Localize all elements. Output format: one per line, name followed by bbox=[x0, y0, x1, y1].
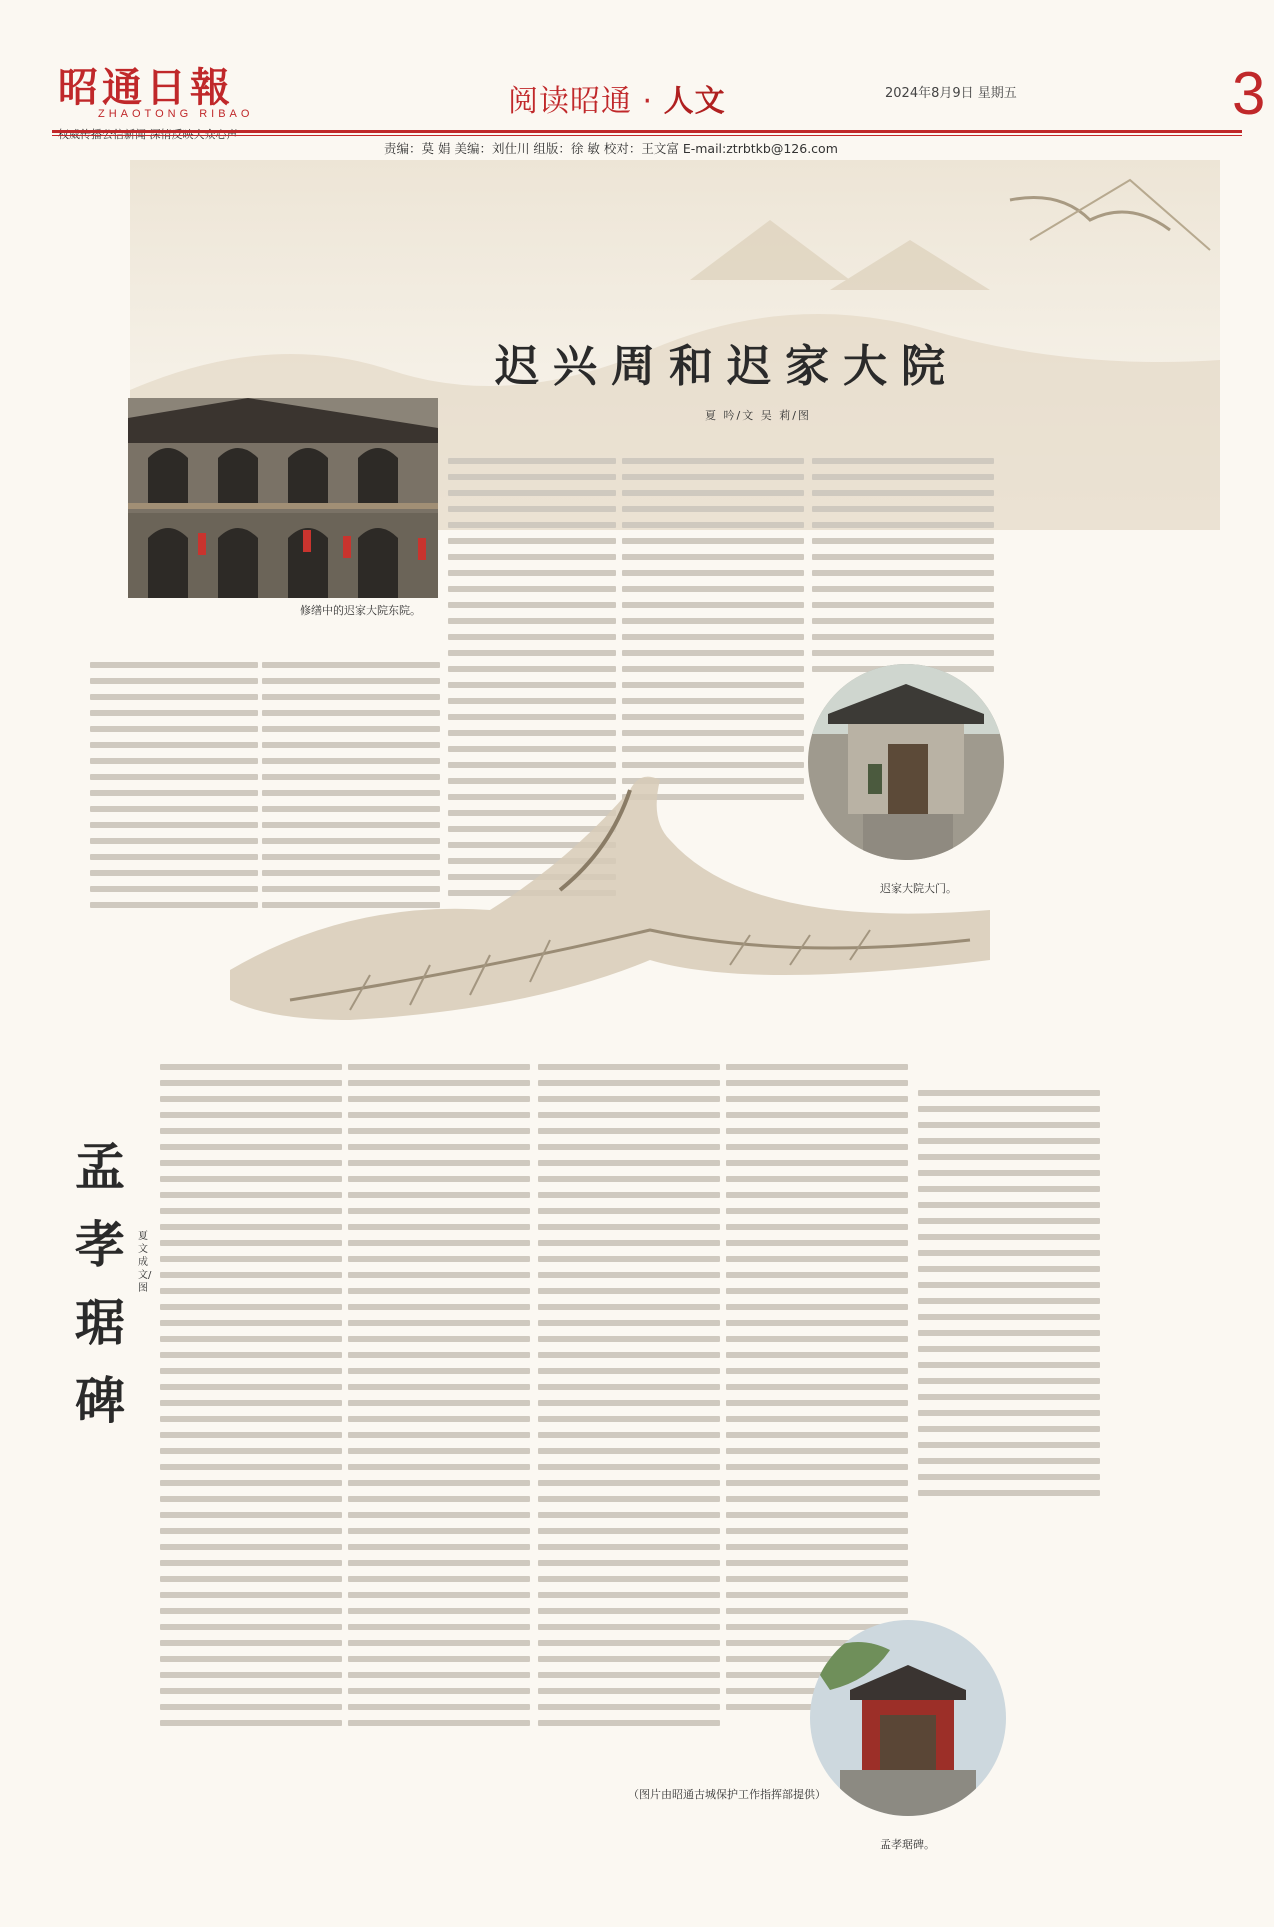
article-title-chi-xingzhou: 迟兴周和迟家大院 bbox=[495, 341, 959, 392]
courtyard-photo-image bbox=[128, 398, 438, 598]
photo-credit: （图片由昭通古城保护工作指挥部提供） bbox=[628, 1788, 826, 1801]
newspaper-logo-pinyin: ZHAOTONG RIBAO bbox=[98, 108, 254, 120]
article2-column-2 bbox=[348, 1064, 530, 1736]
article1-column-4 bbox=[622, 458, 804, 810]
section-prefix: 阅读昭通 · bbox=[508, 84, 664, 119]
photo-caption-gate: 迟家大院大门。 bbox=[880, 882, 957, 895]
photo-caption-courtyard: 修缮中的迟家大院东院。 bbox=[300, 604, 421, 617]
newspaper-logo: 昭通日報 bbox=[58, 64, 234, 111]
photo-caption-stele: 孟孝琚碑。 bbox=[880, 1838, 935, 1851]
article2-column-3 bbox=[538, 1064, 720, 1736]
section-name: 人文 bbox=[663, 84, 726, 119]
section-title bbox=[508, 76, 726, 120]
issue-date: 2024年8月9日 星期五 bbox=[885, 86, 1017, 101]
article2-column-1 bbox=[160, 1064, 342, 1736]
stele-photo-image bbox=[810, 1620, 1006, 1816]
roof-ornament-illustration bbox=[230, 760, 990, 1060]
stele-photo bbox=[810, 1620, 1006, 1816]
newspaper-slogan bbox=[58, 126, 238, 142]
masthead bbox=[40, 22, 1266, 132]
article2-column-4 bbox=[726, 1064, 908, 1720]
editorial-credits: 责编：莫 娟 美编：刘仕川 组版：徐 敏 校对：王文富 E-mail:ztrbtkb@126.com bbox=[384, 141, 838, 156]
article-byline-1: 夏 吟/文 吴 莉/图 bbox=[705, 409, 811, 422]
article-byline-2: 夏文成 文/图 bbox=[138, 1231, 152, 1294]
article-title-meng-xiaoju: 孟孝琚碑 bbox=[75, 1137, 125, 1430]
header-rule bbox=[52, 130, 1242, 133]
article2-column-5 bbox=[918, 1090, 1100, 1506]
article1-column-5 bbox=[812, 458, 994, 682]
header-rule-thin bbox=[52, 135, 1242, 136]
courtyard-photo bbox=[128, 398, 438, 598]
page-number: 3 bbox=[1232, 60, 1266, 127]
